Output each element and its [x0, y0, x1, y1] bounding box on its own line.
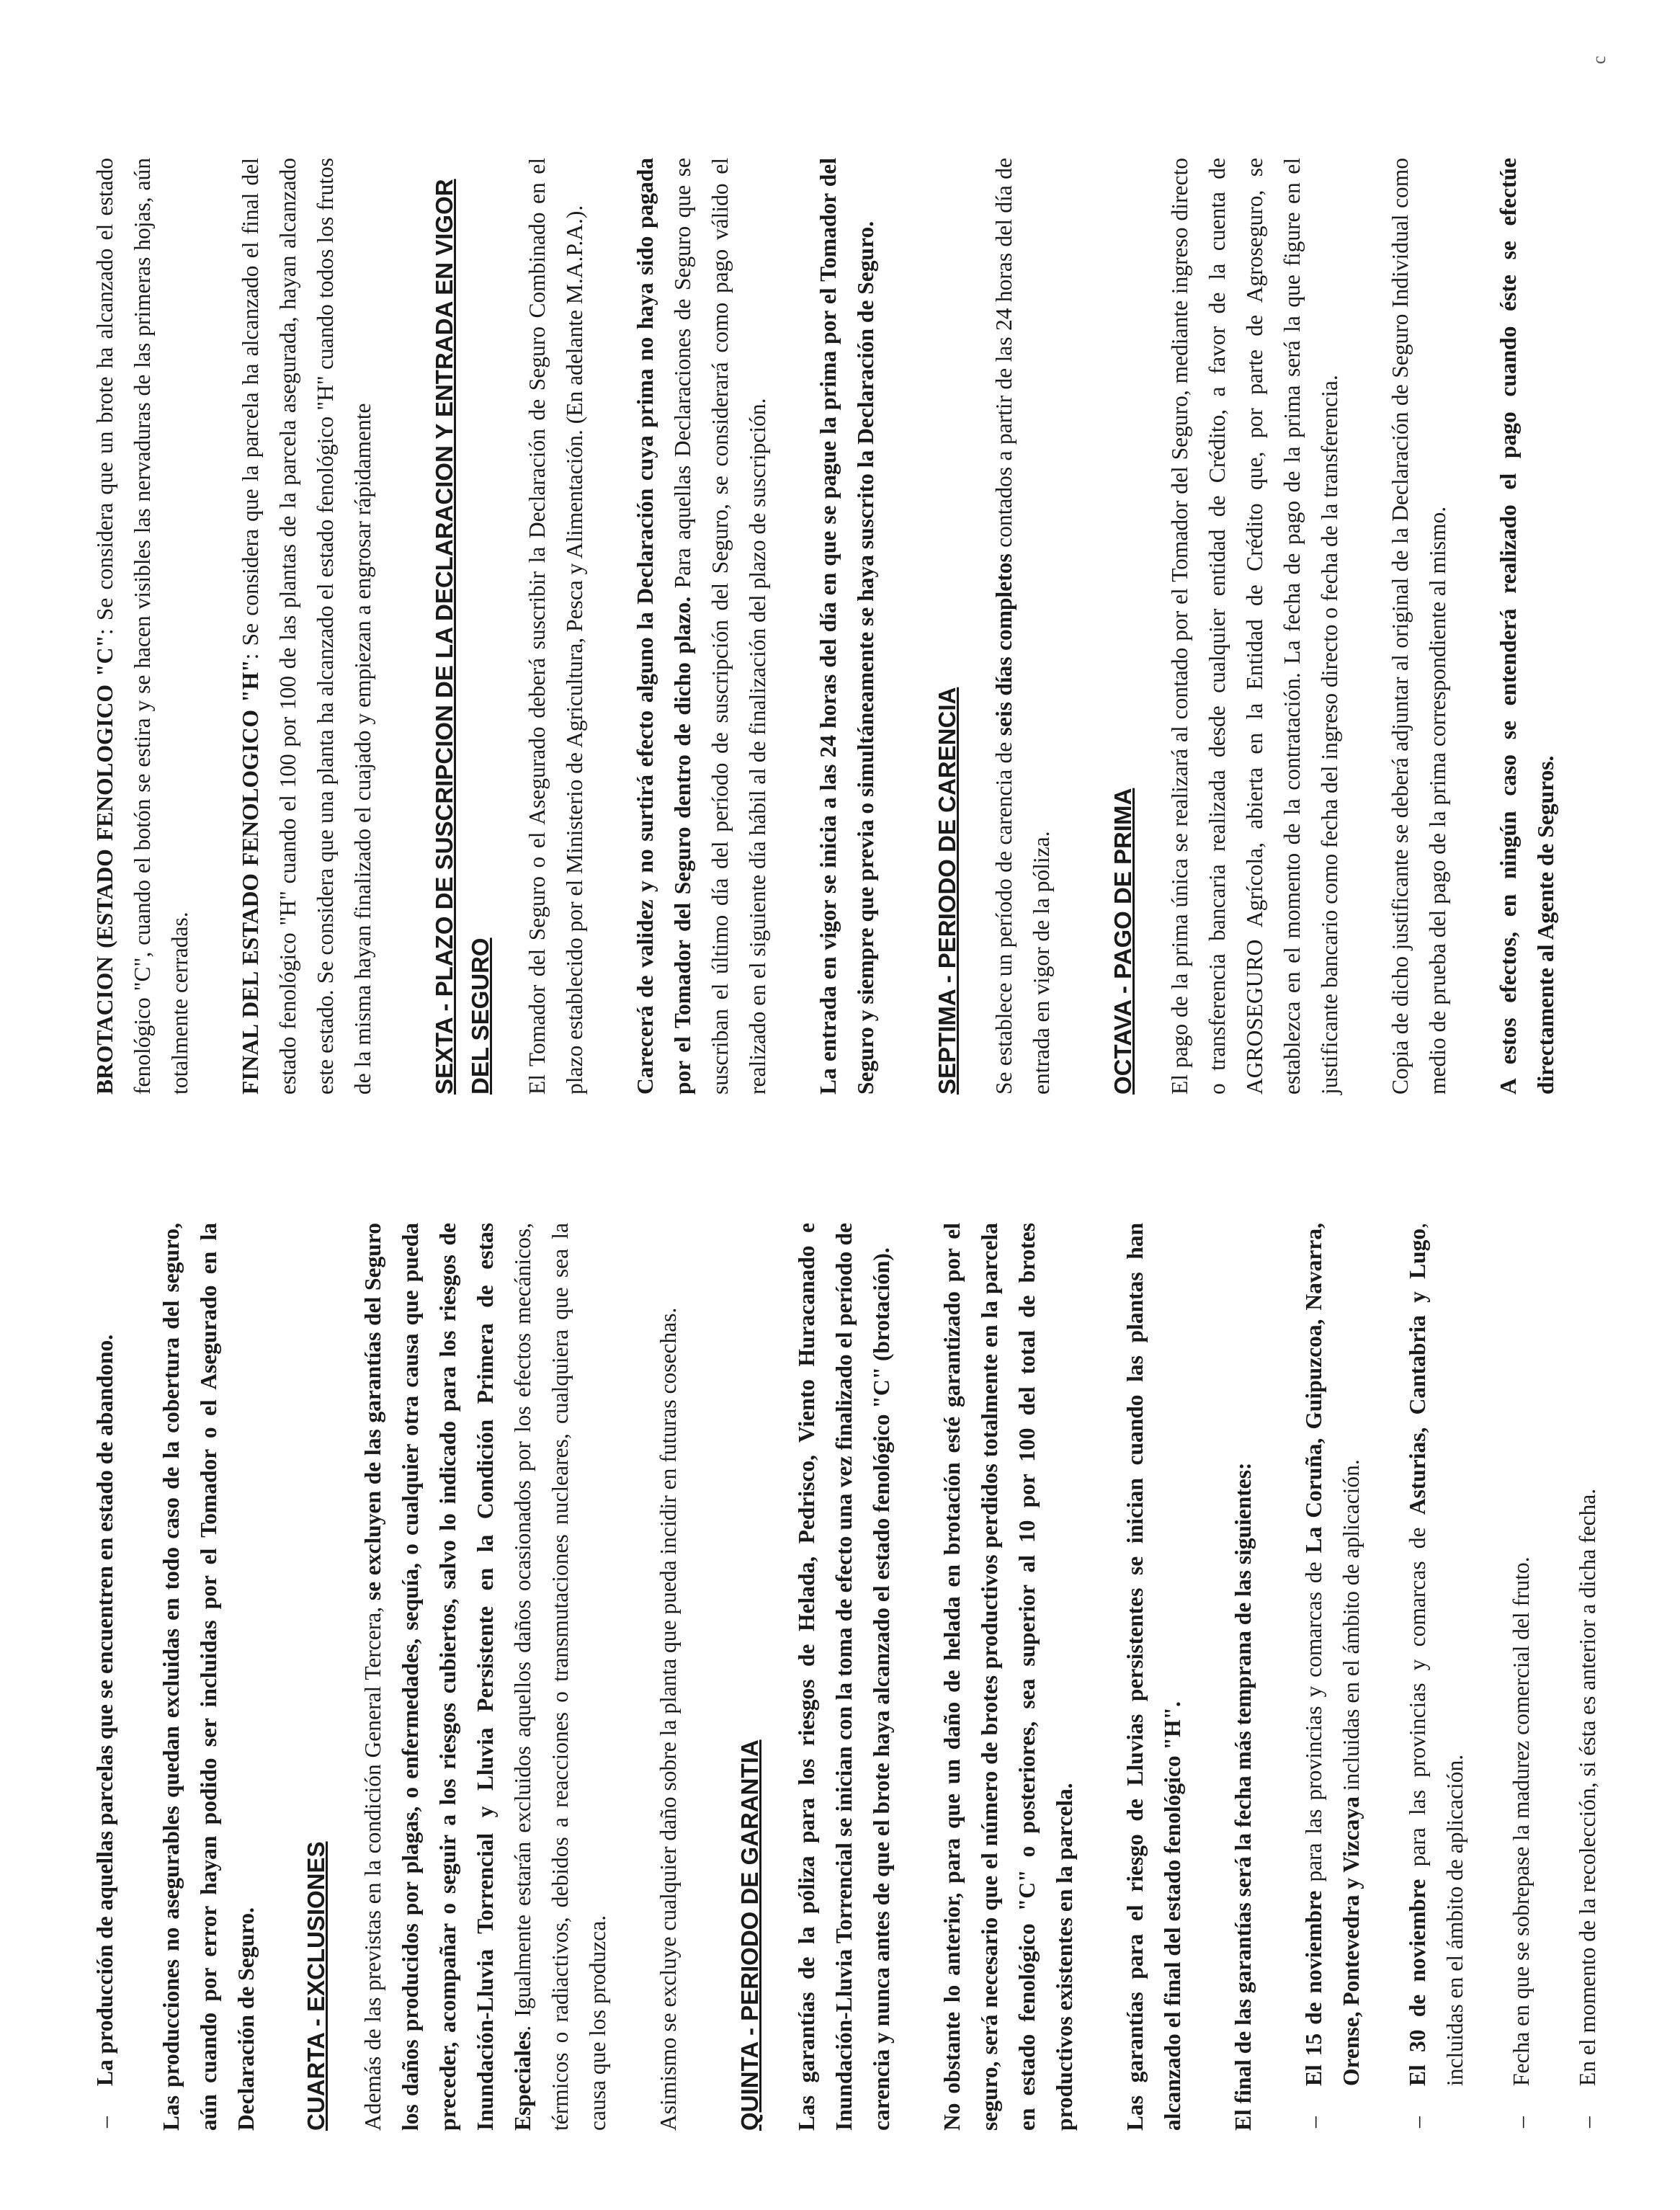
- list-item: – Fecha en que se sobrepase la madurez comercial del fruto.: [1503, 1223, 1540, 2131]
- octava-paragraph-2: Copia de dicho justificante se deberá adjuntar al original de la Declaración de Seguro Individual como medio de prueba del pago de la prima correspondiente al mismo.: [1388, 158, 1450, 1095]
- quinta-paragraph-2: No obstante lo anterior, para que un daño de helada en brotación esté garantizado por el seguro, será necesario que el número de brotes productivos perdidos totalmente en la parcela en estado fenológico "C" o posteriores, sea superior al 10 por 100 del total de brotes productivos existentes en la parcela.: [939, 1223, 1077, 2131]
- sexta-paragraph-1: El Tomador del Seguro o el Asegurado deberá suscribir la Declaración de Seguro Combinado en el plazo establecido por el Ministerio de Agricultura, Pesca y Alimentación. (En adelante M.A.P.A.).: [524, 158, 587, 1095]
- brotacion-definition: BROTACION (ESTADO FENOLOGICO "C": Se considera que un brote ha alcanzado el estado fenológico "C", cuando el botón se estira y se hacen visibles las nervaduras de las primeras hojas, aún totalmente cerradas.: [92, 158, 192, 1095]
- septima-paragraph: Se establece un período de carencia de seis días completos contados a partir de las 24 horas del día de entrada en vigor de la póliza.: [991, 158, 1054, 1095]
- abandon-bullet: [86, 1223, 124, 2131]
- list-item: – El 30 de noviembre para las provincias y comarcas de Asturias, Cantabria y Lugo, incluidas en el ámbito de aplicación.: [1399, 1223, 1474, 2131]
- section-heading-septima: SEPTIMA - PERIODO DE CARENCIA: [934, 687, 960, 1095]
- sexta-paragraph-2: Carecerá de validez y no surtirá efecto alguno la Declaración cuya prima no haya sido pagada por el Tomador del Seguro dentro de dicho plazo. Para aquellas Declaraciones de Seguro que se suscriban el último día del período de suscripción del Seguro, se considerará como pago válido el realizado en el siguiente día hábil al de finalización del plazo de suscripción.: [633, 158, 770, 1095]
- dash-mark: –: [1301, 2116, 1326, 2128]
- corner-mark: c: [1589, 55, 1609, 64]
- octava-paragraph-1: El pago de la prima única se realizará al contado por el Tomador del Seguro, mediante ingreso directo o transferencia bancaria realizada desde cualquier entidad de Crédito, a favor de la cuenta de AGROSEGURO Agrícola, abierta en la Entidad de Crédito que, por parte de Agroseguro, se establezca en el momento de la contratación. La fecha de pago de la prima será la que figure en el justificante bancario como fecha del ingreso directo o fecha de la transferencia.: [1167, 158, 1342, 1095]
- abandon-bullet-text: La producción de aquellas parcelas que se encuentren en estado de abandono.: [92, 1334, 117, 2086]
- quinta-paragraph-1: Las garantías de la póliza para los riesgos de Helada, Pedrisco, Viento Huracanado e Inundación-Lluvia Torrencial se inician con la toma de efecto una vez finalizado el período de carencia y nunca antes de que el brote haya alcanzado el estado fenológico "C" (brotación).: [794, 1223, 894, 2131]
- list-item: – El 15 de noviembre para las provincias y comarcas de La Coruña, Guipuzcoa, Navarra, Orense, Pontevedra y Vizcaya incluidas en el ámbito de aplicación.: [1295, 1223, 1370, 2131]
- octava-paragraph-3: A estos efectos, en ningún caso se entenderá realizado el pago cuando éste se efectúe directamente al Agente de Seguros.: [1496, 158, 1558, 1095]
- dash-mark: –: [1575, 2116, 1600, 2128]
- section-heading-cuarta: CUARTA - EXCLUSIONES: [303, 1841, 329, 2131]
- section-heading-octava: OCTAVA - PAGO DE PRIMA: [1109, 788, 1136, 1095]
- section-heading-sexta: SEXTA - PLAZO DE SUSCRIPCION DE LA DECLARACION Y ENTRADA EN VIGOR DEL SEGURO: [431, 179, 493, 1095]
- non-insurable-paragraph: Las producciones no asegurables quedan excluidas en todo caso de la cobertura del seguro, aún cuando por error hayan podido ser incluidas por el Tomador o el Asegurado en la Declaración de Seguro.: [158, 1223, 259, 2131]
- dash-mark: –: [1405, 2116, 1430, 2128]
- dash-mark: –: [1509, 2116, 1534, 2128]
- cuarta-paragraph-2: Asimismo se excluye cualquier daño sobre la planta que pueda incidir en futuras cosechas.: [656, 1307, 681, 2131]
- list-item: – En el momento de la recolección, si ésta es anterior a dicha fecha.: [1569, 1223, 1607, 2131]
- sexta-paragraph-3: La entrada en vigor se inicia a las 24 horas del día en que se pague la prima por el Tomador del Seguro y siempre que previa o simultáneamente se haya suscrito la Declaración de Seguro.: [816, 158, 878, 1095]
- dash-mark: –: [92, 2116, 117, 2128]
- section-heading-quinta: QUINTA - PERIODO DE GARANTIA: [736, 1739, 763, 2131]
- left-column: [86, 1223, 1635, 2131]
- quinta-paragraph-4: El final de las garantías será la fecha más temprana de las siguientes:: [1230, 1462, 1256, 2131]
- final-h-definition: FINAL DEL ESTADO FENOLOGICO "H": Se considera que la parcela ha alcanzado el final del estado fenológico "H" cuando el 100 por 100 de las plantas de la parcela asegurada, hayan alcanzado este estado. Se considera que una planta ha alcanzado el estado fenológico "H" cuando todos los frutos de la misma hayan finalizado el cuajado y empiezan a engrosar rápidamente: [238, 158, 375, 1095]
- right-column: [86, 158, 1598, 1095]
- cuarta-paragraph-1: Además de las previstas en la condición General Tercera, se excluyen de las garantías del Seguro los daños producidos por plagas, o enfermedades, sequía, o cualquier otra causa que pueda preceder, acompañar o seguir a los riesgos cubiertos, salvo lo indicado para los riesgos de Inundación-Lluvia Torrencial y Lluvia Persistente en la Condición Primera de estas Especiales. Igualmente estarán excluidos aquellos daños ocasionados por los efectos mecánicos, térmicos o radiactivos, debidos a reacciones o transmutaciones nucleares, cualquiera que sea la causa que los produzca.: [360, 1223, 610, 2131]
- quinta-paragraph-3: Las garantías para el riesgo de Lluvias persistentes se inician cuando las plantas han alcanzado el final del estado fenológico "H".: [1122, 1223, 1185, 2131]
